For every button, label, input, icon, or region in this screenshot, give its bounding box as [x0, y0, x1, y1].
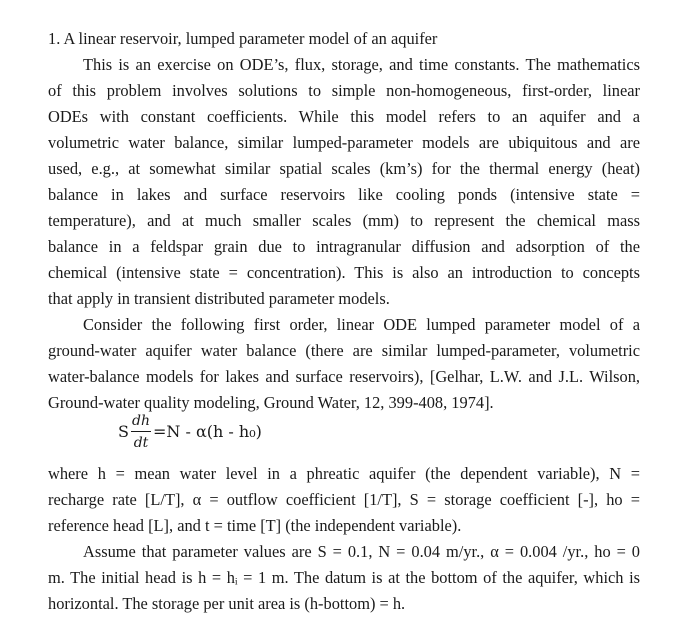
paragraph-2-line-3: water-balance models for lakes and surface reservoirs), [Gelhar, L.W. and J.L. Wilson, — [48, 367, 640, 386]
equation-numerator: dh — [132, 413, 150, 429]
paragraph-1-line-9: chemical (intensive state = concentration). This is also an introduction to concepts — [48, 263, 640, 282]
paragraph-2-line-4: Ground-water quality modeling, Ground Water, 12, 399-408, 1974]. — [48, 393, 494, 412]
paragraph-1-line-2: of this problem involves solutions to simple non-homogeneous, first-order, linear — [48, 81, 640, 100]
paragraph-1-line-1: This is an exercise on ODE’s, flux, storage, and time constants. The mathematics — [83, 55, 640, 74]
paragraph-2-line-2: ground-water aquifer water balance (there are similar lumped-parameter, volumetric — [48, 341, 640, 360]
paragraph-4-line-1: Assume that parameter values are S = 0.1, N = 0.04 m/yr., α = 0.004 /yr., ho = 0 — [83, 542, 640, 561]
paragraph-3-line-1: where h = mean water level in a phreatic aquifer (the dependent variable), N = — [48, 464, 640, 483]
equation-fraction — [131, 412, 151, 452]
paragraph-1-line-6: balance in lakes and surface reservoirs like cooling ponds (intensive state = — [48, 185, 640, 204]
paragraph-1-line-10: that apply in transient distributed parameter models. — [48, 289, 390, 308]
equation-coefficient: S — [118, 422, 129, 441]
paragraph-3-line-3: reference head [L], and t = time [T] (the independent variable). — [48, 516, 462, 535]
paragraph-2-line-1: Consider the following first order, linear ODE lumped parameter model of a — [83, 315, 640, 334]
paragraph-1-line-7: temperature), and at much smaller scales (mm) to represent the chemical mass — [48, 211, 640, 230]
paragraph-1-line-5: used, e.g., at somewhat similar spatial scales (km’s) for the thermal energy (heat) — [48, 159, 640, 178]
section-heading: 1. A linear reservoir, lumped parameter model of an aquifer — [48, 29, 438, 48]
paragraph-4-line-2: m. The initial head is h = hᵢ = 1 m. The datum is at the bottom of the aquifer, which is — [48, 568, 640, 587]
equation-denominator: dt — [133, 435, 149, 451]
equation-rhs: =N - α(h - h₀) — [153, 422, 262, 441]
paragraph-3-line-2: recharge rate [L/T], α = outflow coefficient [1/T], S = storage coefficient [-], ho = — [48, 490, 640, 509]
paragraph-4-line-3: horizontal. The storage per unit area is (h-bottom) = h. — [48, 594, 406, 613]
paragraph-1-line-8: balance in a feldspar grain due to intragranular diffusion and adsorption of the — [48, 237, 640, 256]
fraction-bar — [131, 431, 151, 432]
paragraph-1-line-3: ODEs with constant coefficients. While this model refers to an aquifer and a — [48, 107, 640, 126]
paragraph-1-line-4: volumetric water balance, similar lumped-parameter models are ubiquitous and are — [48, 133, 640, 152]
